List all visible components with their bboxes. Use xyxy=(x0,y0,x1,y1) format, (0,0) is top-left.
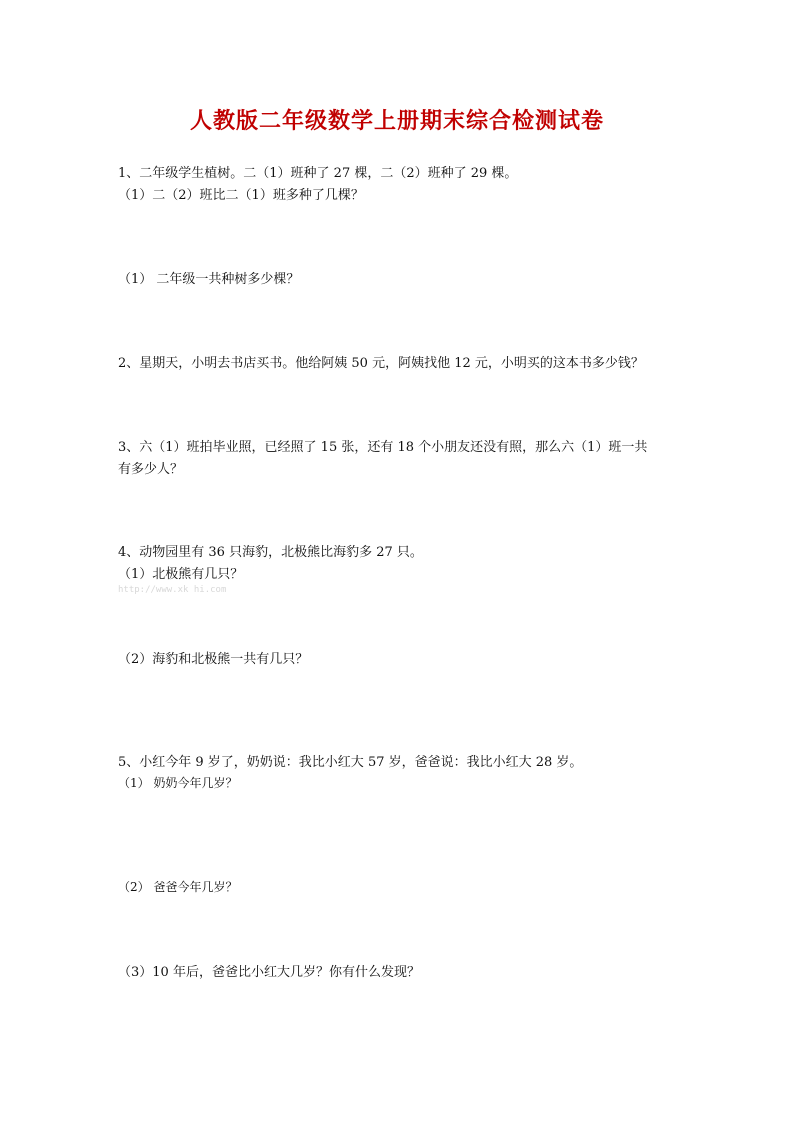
question-4-stem: 4、动物园里有 36 只海豹，北极熊比海豹多 27 只。 xyxy=(118,545,423,560)
question-3-stem-line-1: 3、六（1）班拍毕业照，已经照了 15 张，还有 18 个小朋友还没有照，那么六（1）班一共 xyxy=(118,440,648,455)
question-2-stem: 2、星期天，小明去书店买书。他给阿姨 50 元，阿姨找他 12 元，小明买的这本书多少钱？ xyxy=(118,356,644,371)
question-1-part-2: （1） 二年级一共种树多少棵？ xyxy=(118,272,300,287)
question-5-stem: 5、小红今年 9 岁了，奶奶说：我比小红大 57 岁，爸爸说：我比小红大 28 岁。 xyxy=(118,755,583,770)
question-5-part-2: （2） 爸爸今年几岁？ xyxy=(118,880,238,894)
question-4-part-2: （2）海豹和北极熊一共有几只？ xyxy=(118,652,309,667)
question-1-part-1: （1）二（2）班比二（1）班多种了几棵？ xyxy=(118,188,364,203)
question-4-part-1: （1）北极熊有几只？ xyxy=(118,567,244,582)
page-title: 人教版二年级数学上册期末综合检测试卷 xyxy=(189,108,604,134)
question-3-stem-line-2: 有多少人？ xyxy=(118,462,184,477)
question-5-part-1: （1） 奶奶今年几岁？ xyxy=(118,776,238,790)
question-5-part-3: （3）10 年后，爸爸比小红大几岁？你有什么发现？ xyxy=(118,965,420,980)
question-1-stem: 1、二年级学生植树。二（1）班种了 27 棵，二（2）班种了 29 棵。 xyxy=(118,166,518,181)
watermark-url: http://www.xk hi.com xyxy=(118,585,227,595)
